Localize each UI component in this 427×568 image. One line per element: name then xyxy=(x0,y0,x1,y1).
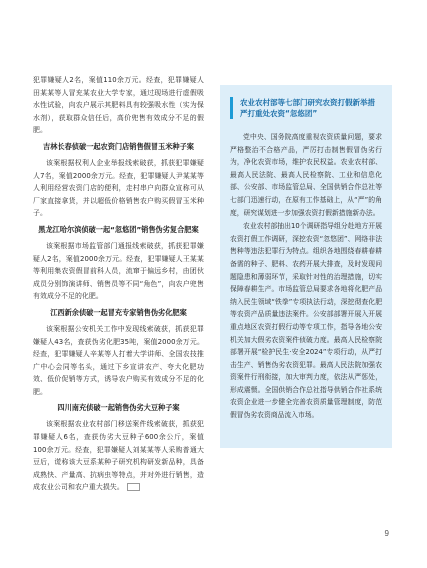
case-heading-harbin: 黑龙江哈尔滨侦破一起“忽悠团”销售伪劣复合肥案 xyxy=(38,224,199,234)
case-heading-changchun: 吉林长春侦破一起农资门店销售假冒玉米种子案 xyxy=(43,141,194,151)
news-sidebar xyxy=(220,85,392,448)
paragraph-nanchong xyxy=(33,418,204,494)
sidebar-body xyxy=(230,131,382,422)
sidebar-paragraph-2: 农业农村部抽出10个调研指导组分赴地方开展农资打假工作调研，深挖农资“忽悠团”、网络非法售种等违法犯罪行为特点。组织各地围绕春耕春耕备需的种子、肥料、农药开展大排查，及时发现问题隐患和薄弱环节，采取针对性的治理措施，切实保障春耕生产。市场监管总局要求各地将化肥产品纳入民生领域“铁拳”专项执法行动，深挖彻查化肥等农资产品质量违法案件。公安部部署开展入开展重点地区农资打假行动等专项工作，指导各地公安机关加大假劣农资案件侦破力度。最高人民检察院部署开展“检护民生·安全2024”专项行动，从严打击生产、销售伪劣农资犯罪。最高人民法院加强农资案件行刑衔接，加大审判力度，依法从严惩处，形成震慑。全国供销合作总社指导供销合作社系统农资企业进一步健全完善农资质量管理制度，防范假冒伪劣农资商品流入市场。 xyxy=(230,222,382,420)
paragraph-xinyu: 该案根据公安机关工作中发现线索破获，抓获犯罪嫌疑人43名，查获伪劣化肥35吨，案值2000余万元。经查，犯罪嫌疑人辛某等人打着大学讲师、全国农技推广中心会同等名头，通过下乡宣讲农产、夸大化肥功效、低价促销等方式，诱导农户购买有效成分不足的化肥。 xyxy=(33,324,204,396)
paragraph-intro-case: 犯罪嫌疑人2名，案值110余万元。经查，犯罪嫌疑人田某某等人冒充某农业大学专家，通过现场进行虚假吸水性试验，向农户展示其肥料具有较强吸水性（实为保水剂），获取群众信任后，高价兜售有效成分不足的假肥。 xyxy=(33,76,204,135)
case-heading-nanchong: 四川南充侦破一起销售伪劣大豆种子案 xyxy=(57,403,180,413)
sidebar-paragraph-1: 党中央、国务院高度重视农资质量问题，要求严格整治不合格产品，严厉打击制售假冒伪劣行为，净化农资市场，维护农民权益。农业农村部、最高人民法院、最高人民检察院、工业和信息化部、公安部、市场监管总局、全国供销合作总社等七部门迅速行动，在原有工作基础上，从“严”的角度，研究谋划进一步加强农资打假新措施新办法。 xyxy=(230,133,382,217)
end-mark-icon xyxy=(127,483,140,491)
page-number: 9 xyxy=(384,529,389,538)
paragraph-harbin: 该案根据市场监管部门通报线索破获，抓获犯罪嫌疑人2名，案值2000余万元。经查，犯罪嫌疑人王某某等利用集农资假冒前科人员，流窜于偏远乡村，由团伙成员分别饰演讲师、销售员等不同“角色”，向农户兜售有效成分不足的化肥。 xyxy=(33,241,204,301)
paragraph-changchun: 该案根据权利人企业举报线索破获，抓获犯罪嫌疑人7名，案值2000余万元。经查，犯罪嫌疑人尹某某等人利用经营农资门店的便利，走村串户向群众宣称可从厂家直接拿货，并以超低价格销售农户购买假冒玉米种子。 xyxy=(33,158,204,218)
sidebar-title: 农业农村部等七部门研究农资打假新举措 严打重处农资“忽悠团” xyxy=(230,97,382,119)
case-heading-xinyu: 江西新余侦破一起冒充专家销售伪劣化肥案 xyxy=(50,307,187,317)
paragraph-nanchong-text: 该案根据农业农村部门移送案件线索破获，抓获犯罪嫌疑人6名，查获伪劣大豆种子600余公斤，案值100余万元。经查，犯罪嫌疑人刘某某等人采购普通大豆后，谎称该大豆系某种子研究机构研发新品种，具备成熟快、产量高、抗病虫等特点，并对外进行销售，造成农业公司和农户重大损失。 xyxy=(33,420,204,492)
article-column xyxy=(33,74,204,496)
